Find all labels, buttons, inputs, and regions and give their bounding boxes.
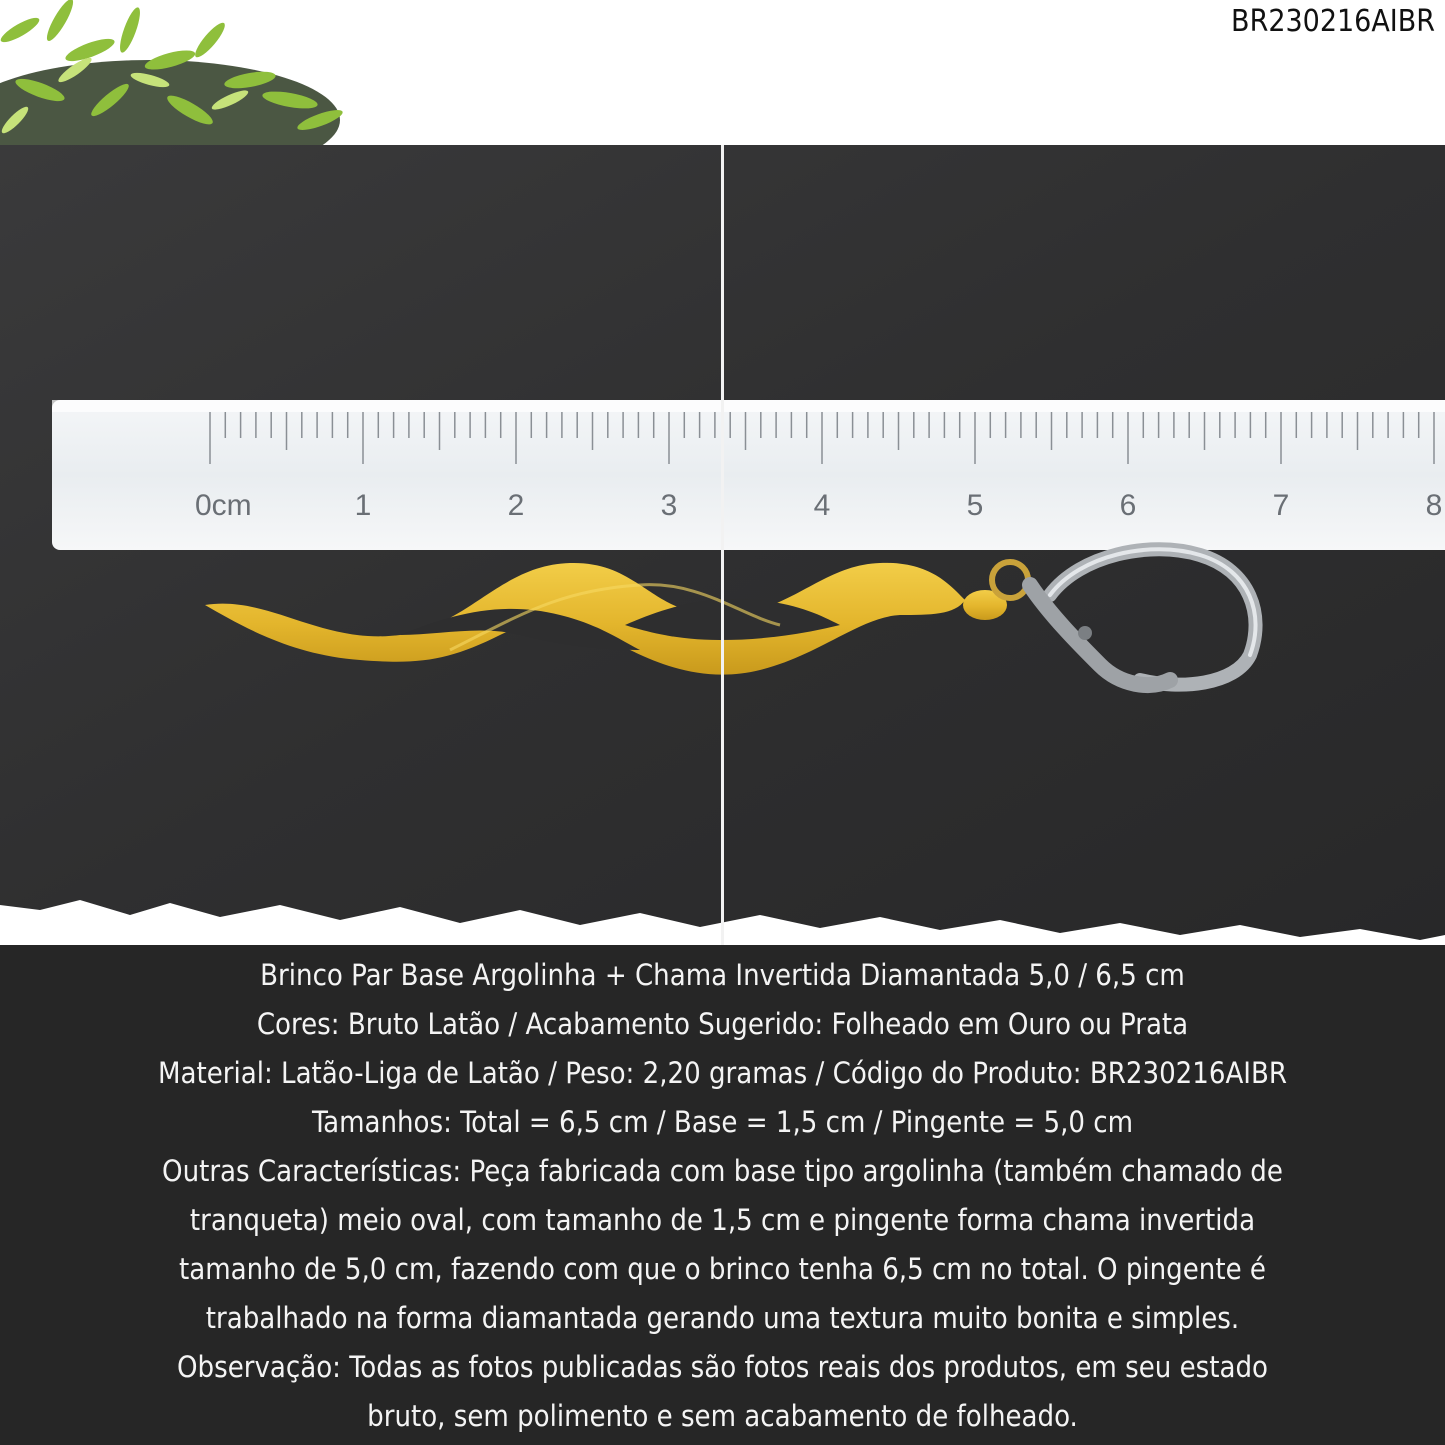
ruler-label: 7	[1272, 489, 1290, 522]
ruler-label: 1	[354, 489, 372, 522]
plant-decoration	[0, 0, 360, 150]
top-band	[0, 0, 1445, 150]
ruler-label: 4	[813, 489, 831, 522]
image-split-line	[721, 145, 724, 945]
ruler-label: 3	[660, 489, 678, 522]
description-line-9: Observação: Todas as fotos publicadas são fotos reais dos produtos, em seu estado	[177, 1350, 1268, 1384]
description-line-5: Outras Características: Peça fabricada com base tipo argolinha (também chamado de	[162, 1154, 1283, 1188]
description-line-10: bruto, sem polimento e sem acabamento de folheado.	[367, 1399, 1078, 1433]
product-description	[0, 945, 1445, 1445]
ruler	[52, 400, 1445, 550]
description-line-1: Brinco Par Base Argolinha + Chama Invertida Diamantada 5,0 / 6,5 cm	[260, 958, 1185, 992]
description-line-7: tamanho de 5,0 cm, fazendo com que o brinco tenha 6,5 cm no total. O pingente é	[179, 1252, 1266, 1286]
description-line-6: tranqueta) meio oval, com tamanho de 1,5 cm e pingente forma chama invertida	[189, 1203, 1256, 1237]
ruler-label: 8	[1425, 489, 1443, 522]
product-photo	[0, 145, 1445, 945]
ruler-label: 0cm	[195, 489, 252, 522]
ruler-label: 6	[1119, 489, 1137, 522]
description-line-3: Material: Latão-Liga de Latão / Peso: 2,20 gramas / Código do Produto: BR230216AIBR	[157, 1056, 1288, 1090]
ruler-label: 5	[966, 489, 984, 522]
description-line-4: Tamanhos: Total = 6,5 cm / Base = 1,5 cm / Pingente = 5,0 cm	[311, 1105, 1134, 1139]
description-line-8: trabalhado na forma diamantada gerando uma textura muito bonita e simples.	[205, 1301, 1240, 1335]
product-code: BR230216AIBR	[1231, 4, 1435, 39]
ruler-label: 2	[507, 489, 525, 522]
description-line-2: Cores: Bruto Latão / Acabamento Sugerido: Folheado em Ouro ou Prata	[256, 1007, 1189, 1041]
